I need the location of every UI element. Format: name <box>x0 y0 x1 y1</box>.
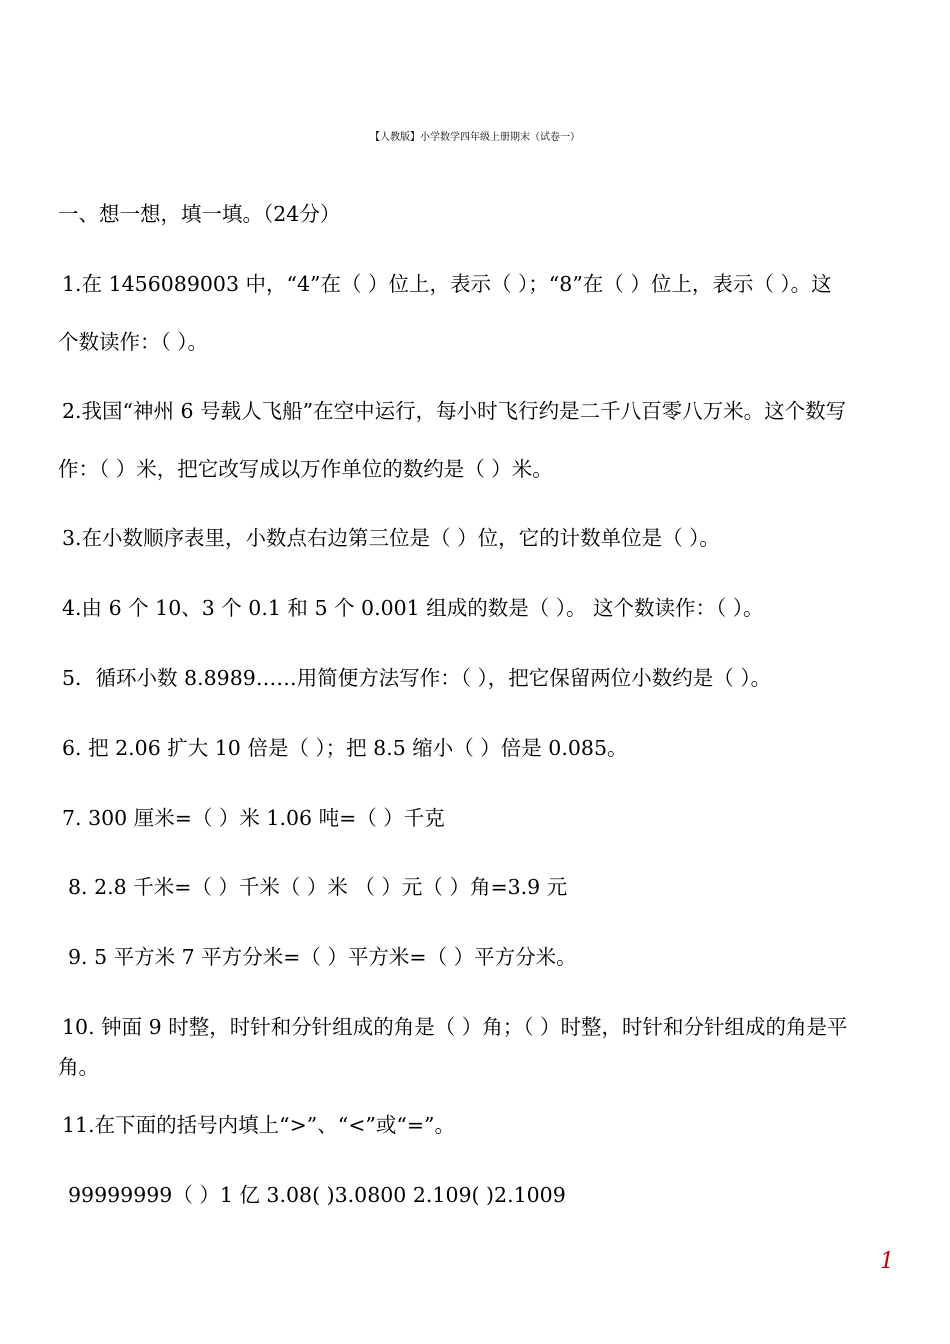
question-4: 4.由 6 个 10、3 个 0.1 和 5 个 0.001 组成的数是（ ）。 这个数读作：（ ）。 <box>62 596 764 620</box>
question-2-line-2: 作：（ ）米，把它改写成以万作单位的数约是（ ）米。 <box>58 457 553 481</box>
question-10-line-1: 10. 钟面 9 时整，时针和分针组成的角是（ ）角；（ ）时整，时针和分针组成的角是平 <box>62 1015 848 1039</box>
page-title: 【人教版】小学数学四年级上册期末（试卷一） <box>370 132 580 143</box>
question-10-line-2: 角。 <box>58 1055 99 1079</box>
question-3: 3.在小数顺序表里，小数点右边第三位是（ ）位，它的计数单位是（ ）。 <box>62 526 720 550</box>
page-number: 1 <box>880 1249 894 1274</box>
question-6: 6. 把 2.06 扩大 10 倍是（ ）；把 8.5 缩小（ ）倍是 0.085。 <box>62 736 628 760</box>
question-1-line-1: 1.在 1456089003 中，“4”在（ ）位上，表示（ ）；“8”在（ ）位上，表示（ ）。这 <box>62 272 832 296</box>
question-1-line-2: 个数读作：（ ）。 <box>58 330 209 354</box>
question-11: 11.在下面的括号内填上“>”、“<”或“=”。 <box>62 1113 456 1137</box>
question-11-comparisons: 99999999（ ）1 亿 3.08( )3.0800 2.109( )2.1009 <box>68 1183 566 1207</box>
section-heading: 一、想一想，填一填。（24分） <box>58 202 341 226</box>
question-8: 8. 2.8 千米=（ ）千米（ ）米 （ ）元（ ）角=3.9 元 <box>68 875 568 899</box>
question-5: 5．循环小数 8.8989……用简便方法写作：（ ），把它保留两位小数约是（ ）。 <box>62 666 772 690</box>
question-9: 9. 5 平方米 7 平方分米=（ ）平方米=（ ）平方分米。 <box>68 945 577 969</box>
question-2-line-1: 2.我国“神州 6 号载人飞船”在空中运行，每小时飞行约是二千八百零八万米。这个数写 <box>62 399 847 423</box>
question-7: 7. 300 厘米=（ ）米 1.06 吨=（ ）千克 <box>62 806 445 830</box>
